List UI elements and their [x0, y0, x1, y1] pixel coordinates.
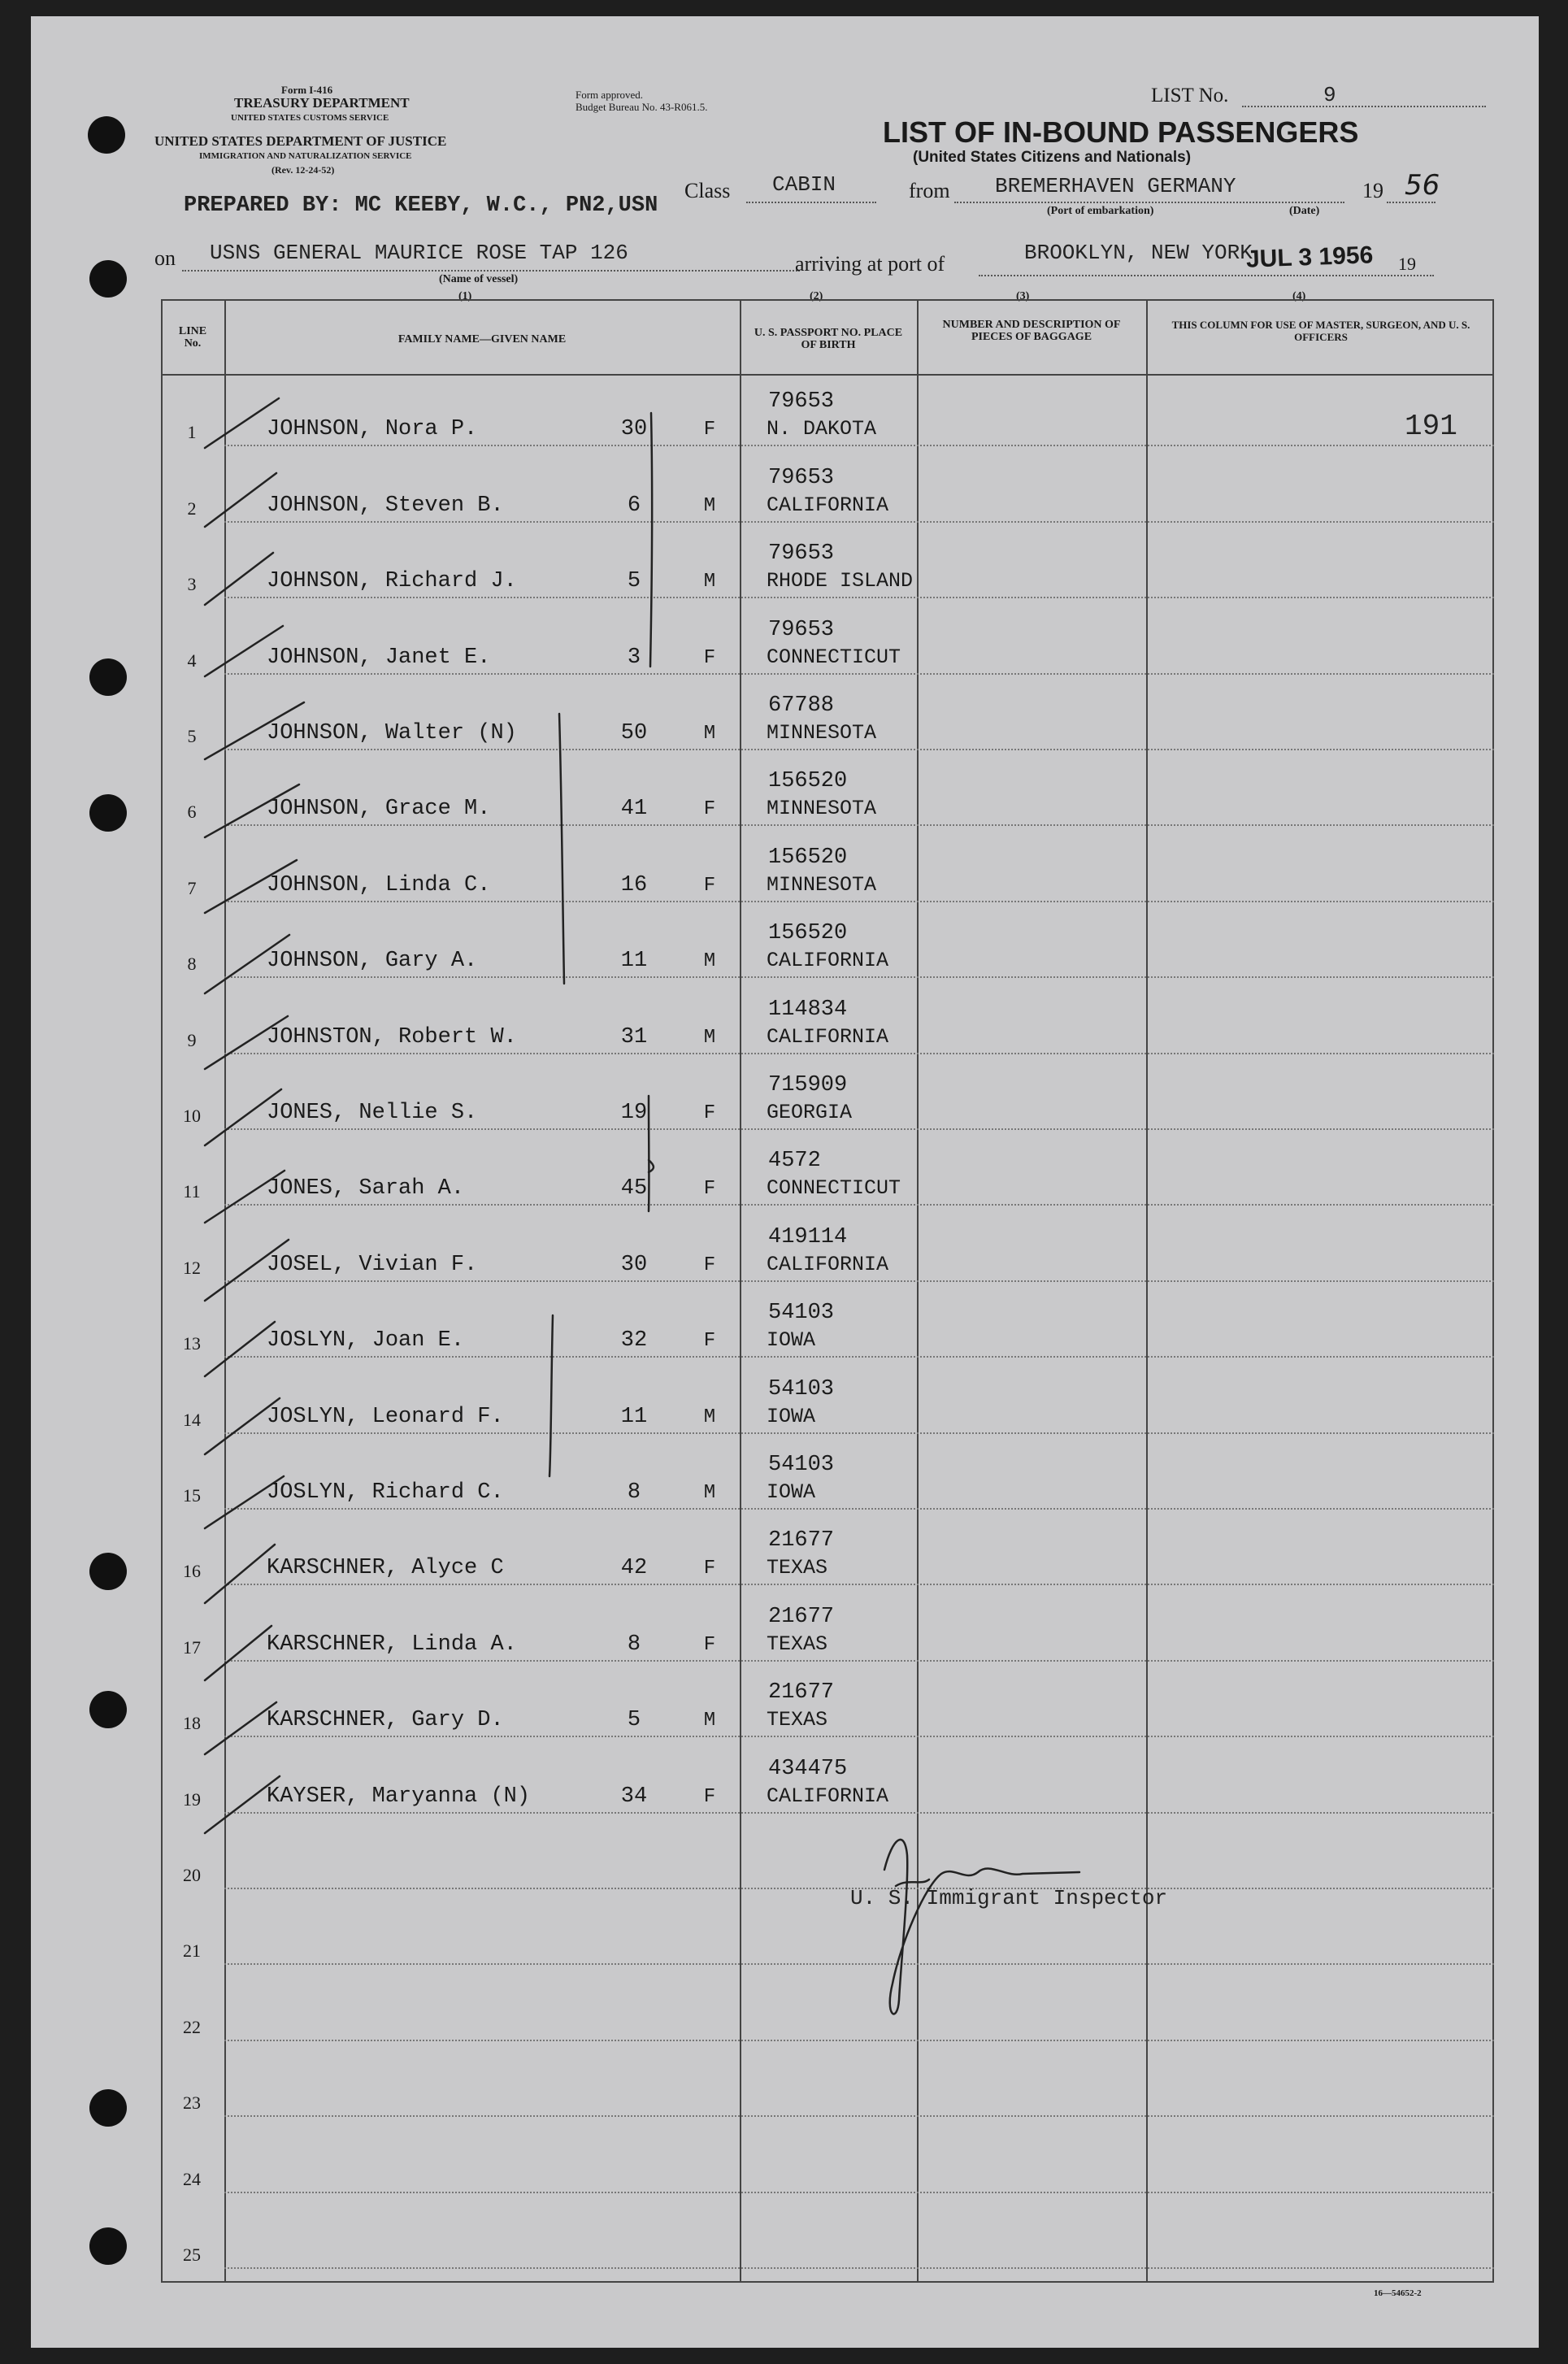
line-number: 5: [187, 726, 197, 746]
passenger-age: 32: [620, 1328, 648, 1354]
passport-number: 156520: [768, 769, 848, 794]
form-title: LIST OF IN-BOUND PASSENGERS: [883, 115, 1359, 149]
line-number: 13: [183, 1333, 201, 1354]
list-no-value: 9: [1323, 83, 1336, 107]
passport-number: 156520: [768, 921, 848, 946]
passenger-age: 19: [620, 1101, 648, 1125]
passenger-name: JOSLYN, Leonard F.: [267, 1404, 504, 1429]
passenger-sex: F: [703, 1785, 716, 1808]
passenger-sex: M: [703, 571, 716, 593]
passenger-name: JOHNSON, Nora P.: [267, 417, 478, 442]
ins-service: IMMIGRATION AND NATURALIZATION SERVICE: [199, 151, 412, 161]
passenger-age: 5: [627, 569, 641, 594]
passenger-sex: M: [703, 1406, 716, 1428]
passenger-sex: M: [703, 494, 716, 517]
arrival-port: BROOKLYN, NEW YORK: [1024, 241, 1253, 265]
line-number: 14: [183, 1409, 201, 1430]
line-number: 16: [183, 1561, 201, 1582]
budget-bureau: Budget Bureau No. 43-R061.5.: [576, 101, 708, 113]
passenger-sex: F: [703, 1330, 716, 1353]
passenger-name: JOHNSON, Gary A.: [267, 949, 478, 974]
year-prefix: 19: [1362, 179, 1383, 202]
place-of-birth: CALIFORNIA: [767, 493, 889, 517]
place-of-birth: MINNESOTA: [767, 797, 877, 821]
passenger-name: JOHNSON, Steven B.: [267, 493, 504, 518]
form-number: Form I-416: [281, 84, 333, 96]
passport-number: 79653: [768, 389, 835, 415]
passenger-age: 30: [620, 417, 648, 442]
from-value: BREMERHAVEN GERMANY: [995, 174, 1236, 198]
line-number: 9: [187, 1029, 197, 1050]
passenger-sex: F: [703, 1633, 716, 1656]
header-baggage: NUMBER AND DESCRIPTION OF PIECES OF BAGGAGE: [942, 319, 1121, 343]
line-number: 23: [183, 2092, 201, 2114]
passenger-sex: M: [703, 723, 716, 745]
passenger-name: KARSCHNER, Alyce C: [267, 1556, 504, 1581]
place-of-birth: GEORGIA: [767, 1101, 853, 1124]
passenger-age: 34: [620, 1784, 648, 1809]
place-of-birth: N. DAKOTA: [767, 417, 877, 441]
place-of-birth: CALIFORNIA: [767, 1024, 889, 1049]
passenger-age: 6: [627, 493, 641, 518]
header-name: FAMILY NAME—GIVEN NAME: [397, 333, 567, 345]
passenger-age: 42: [620, 1556, 648, 1581]
line-number: 24: [183, 2168, 201, 2189]
line-number: 20: [183, 1865, 201, 1885]
header-line-no: LINE No.: [178, 325, 207, 350]
form-approved: Form approved.: [576, 89, 644, 101]
passenger-age: 30: [620, 1252, 648, 1277]
col-num-1: (1): [458, 290, 472, 302]
place-of-birth: IOWA: [767, 1328, 816, 1353]
place-of-birth: MINNESOTA: [767, 721, 877, 745]
passenger-name: KAYSER, Maryanna (N): [267, 1784, 531, 1809]
form-subtitle: (United States Citizens and Nationals): [913, 149, 1192, 166]
header-passport: U. S. PASSPORT NO. PLACE OF BIRTH: [754, 327, 903, 351]
vessel-caption: (Name of vessel): [439, 273, 519, 285]
passport-number: 156520: [768, 845, 848, 870]
col-num-2: (2): [810, 290, 823, 302]
port-embarkation-caption: (Port of embarkation): [1047, 205, 1154, 217]
passenger-name: JOSLYN, Joan E.: [267, 1328, 465, 1354]
passenger-age: 8: [627, 1480, 641, 1505]
passenger-age: 41: [620, 797, 648, 822]
passenger-name: JOHNSON, Janet E.: [267, 645, 491, 670]
passenger-sex: F: [703, 1178, 716, 1201]
passenger-age: 3: [627, 645, 641, 670]
passenger-name: JOHNSTON, Robert W.: [267, 1024, 517, 1049]
year-value: 56: [1405, 169, 1440, 202]
revision-date: (Rev. 12-24-52): [271, 164, 335, 176]
passenger-sex: F: [703, 798, 716, 821]
date-caption: (Date): [1289, 205, 1320, 217]
passenger-sex: F: [703, 874, 716, 897]
line-number: 25: [183, 2244, 201, 2265]
from-label: from: [909, 179, 950, 202]
justice-dept: UNITED STATES DEPARTMENT OF JUSTICE: [154, 133, 447, 149]
place-of-birth: CONNECTICUT: [767, 1176, 901, 1201]
place-of-birth: IOWA: [767, 1404, 816, 1428]
passport-number: 79653: [768, 465, 835, 490]
passenger-sex: M: [703, 950, 716, 973]
passport-number: 114834: [768, 997, 848, 1022]
passport-number: 21677: [768, 1528, 835, 1554]
line-number: 10: [183, 1106, 201, 1126]
passport-number: 54103: [768, 1301, 835, 1326]
passport-number: 21677: [768, 1680, 835, 1706]
passport-number: 434475: [768, 1756, 848, 1781]
line-number: 22: [183, 2016, 201, 2037]
header-officers: THIS COLUMN FOR USE OF MASTER, SURGEON, AND U. S. OFFICERS: [1171, 319, 1470, 343]
passport-number: 54103: [768, 1376, 835, 1401]
line-number: 6: [187, 802, 197, 823]
place-of-birth: TEXAS: [767, 1708, 828, 1732]
line-number: 11: [183, 1181, 201, 1202]
col-num-3: (3): [1016, 290, 1030, 302]
line-number: 21: [183, 1940, 201, 1962]
place-of-birth: CALIFORNIA: [767, 1252, 889, 1276]
line-number: 3: [187, 574, 197, 595]
passenger-name: JOHNSON, Richard J.: [267, 569, 517, 594]
passenger-name: JOHNSON, Linda C.: [267, 872, 491, 897]
place-of-birth: TEXAS: [767, 1556, 828, 1580]
line-number: 4: [187, 650, 197, 671]
place-of-birth: IOWA: [767, 1480, 816, 1504]
handwritten-marks: [31, 16, 1539, 2348]
line-number: 1: [187, 422, 197, 443]
passenger-name: JONES, Sarah A.: [267, 1176, 465, 1202]
passport-number: 21677: [768, 1604, 835, 1629]
passport-number: 715909: [768, 1073, 848, 1097]
passenger-age: 45: [620, 1176, 648, 1202]
line-number: 2: [187, 498, 197, 519]
passport-number: 54103: [768, 1453, 835, 1477]
passenger-sex: F: [703, 1558, 716, 1580]
line-number: 7: [187, 877, 197, 898]
line-number: 17: [183, 1636, 201, 1658]
passenger-age: 8: [627, 1632, 641, 1657]
passenger-sex: M: [703, 1710, 716, 1732]
passenger-age: 11: [620, 1404, 648, 1429]
prepared-by: PREPARED BY: MC KEEBY, W.C., PN2,USN: [184, 193, 658, 218]
passport-number: 79653: [768, 541, 835, 567]
passenger-name: JONES, Nellie S.: [267, 1101, 478, 1125]
passenger-name: JOHNSON, Grace M.: [267, 797, 491, 822]
passenger-sex: F: [703, 1254, 716, 1276]
passenger-sex: M: [703, 1026, 716, 1049]
passenger-sex: F: [703, 1102, 716, 1124]
place-of-birth: RHODE ISLAND: [767, 569, 914, 593]
line-number: 8: [187, 954, 197, 975]
passenger-name: JOHNSON, Walter (N): [267, 721, 517, 745]
col-num-4: (4): [1292, 290, 1306, 302]
passenger-age: 31: [620, 1024, 648, 1049]
treasury-dept: TREASURY DEPARTMENT: [234, 95, 410, 111]
place-of-birth: CALIFORNIA: [767, 949, 889, 973]
arrival-date-stamp: JUL 3 1956: [1245, 241, 1374, 273]
customs-service: UNITED STATES CUSTOMS SERVICE: [231, 113, 389, 123]
form-code: 16—54652-2: [1374, 2288, 1422, 2298]
passenger-name: JOSEL, Vivian F.: [267, 1252, 478, 1277]
passenger-sex: M: [703, 1482, 716, 1504]
passenger-name: KARSCHNER, Linda A.: [267, 1632, 517, 1657]
passport-number: 67788: [768, 693, 835, 718]
class-value: CABIN: [772, 172, 836, 197]
list-no-label: LIST No.: [1151, 85, 1229, 106]
arrival-year-suffix: 19: [1398, 254, 1416, 274]
passport-number: 79653: [768, 617, 835, 642]
passenger-age: 11: [620, 949, 648, 974]
passport-number: 419114: [768, 1224, 848, 1249]
vessel-name: USNS GENERAL MAURICE ROSE TAP 126: [210, 241, 628, 265]
line-number: 15: [183, 1485, 201, 1506]
place-of-birth: CALIFORNIA: [767, 1784, 889, 1808]
manifest-sheet: [31, 16, 1539, 2348]
passenger-name: JOSLYN, Richard C.: [267, 1480, 504, 1505]
line-number: 12: [183, 1257, 201, 1278]
class-label: Class: [684, 179, 731, 202]
line-number: 18: [183, 1713, 201, 1734]
passenger-age: 16: [620, 872, 648, 897]
place-of-birth: CONNECTICUT: [767, 645, 901, 669]
passenger-age: 50: [620, 721, 648, 745]
place-of-birth: TEXAS: [767, 1632, 828, 1656]
passport-number: 4572: [768, 1149, 821, 1174]
passenger-sex: F: [703, 419, 716, 441]
inspector-label: U. S. Immigrant Inspector: [850, 1886, 1168, 1910]
officer-note: 191: [1405, 410, 1457, 443]
place-of-birth: MINNESOTA: [767, 872, 877, 897]
passenger-name: KARSCHNER, Gary D.: [267, 1708, 504, 1733]
on-label: on: [154, 246, 176, 270]
passenger-age: 5: [627, 1708, 641, 1733]
passenger-sex: F: [703, 646, 716, 669]
line-number: 19: [183, 1788, 201, 1810]
arriving-label: arriving at port of: [795, 252, 945, 276]
